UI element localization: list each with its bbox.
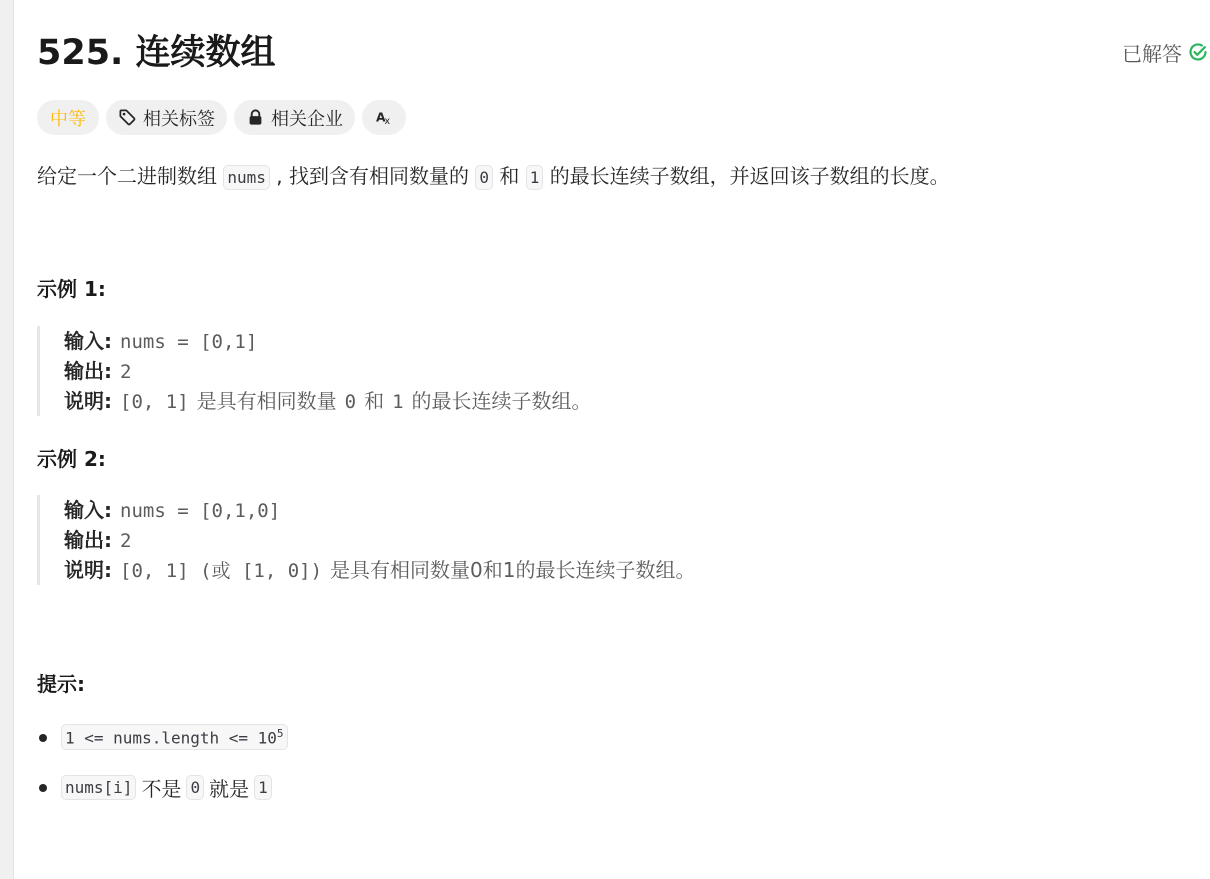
example-explanation-line: 说明: [0, 1] (或 [1, 0]) 是具有相同数量0和1的最长连续子数组。 xyxy=(64,558,696,582)
inline-code: 1 xyxy=(526,165,544,190)
left-panel-edge xyxy=(0,0,14,879)
example-2-block xyxy=(37,495,764,585)
translate-icon xyxy=(375,108,394,127)
inline-code: 1 xyxy=(254,775,272,800)
constraints-list xyxy=(37,720,288,820)
inline-code: 0 xyxy=(475,165,493,190)
related-tags-label: 相关标签 xyxy=(143,108,215,130)
example-input-line: 输入: nums = [0,1] xyxy=(64,329,258,353)
inline-code: 1 <= nums.length <= $10^5$ xyxy=(61,724,288,750)
inline-code: 0 xyxy=(186,775,204,800)
constraint-item: nums[i] 不是 0 就是 1 xyxy=(37,770,288,804)
lock-icon xyxy=(246,108,265,127)
example-1-block xyxy=(37,326,764,416)
related-companies-label: 相关企业 xyxy=(271,108,343,130)
translate-button[interactable] xyxy=(362,100,406,135)
solved-status-label: 已解答 xyxy=(1122,41,1182,66)
related-companies-button[interactable] xyxy=(234,100,355,135)
problem-description: 给定一个二进制数组 nums , 找到含有相同数量的 0 和 1 的最长连续子数组，并返回该子数组的长度。 xyxy=(37,164,950,188)
constraints-heading: 提示: xyxy=(37,672,85,696)
check-circle-icon xyxy=(1188,42,1208,62)
example-2-heading: 示例 2: xyxy=(37,447,106,471)
inline-code: nums[i] xyxy=(61,775,136,800)
example-explanation-line: 说明: [0, 1] 是具有相同数量 0 和 1 的最长连续子数组。 xyxy=(64,389,592,413)
svg-text:x: x xyxy=(384,116,390,127)
example-input-line: 输入: nums = [0,1,0] xyxy=(64,498,281,522)
inline-code: nums xyxy=(223,165,270,190)
problem-title: 525. 连续数组 xyxy=(37,33,276,73)
problem-tags-bar xyxy=(37,100,406,135)
difficulty-badge xyxy=(37,100,99,135)
difficulty-label: 中等 xyxy=(50,108,86,130)
tag-icon xyxy=(118,108,137,127)
svg-text:A: A xyxy=(375,110,386,125)
example-output-line: 输出: 2 xyxy=(64,528,132,552)
solved-status xyxy=(1122,38,1208,66)
example-1-heading: 示例 1: xyxy=(37,277,106,301)
constraint-item xyxy=(37,720,288,754)
example-output-line: 输出: 2 xyxy=(64,359,132,383)
related-tags-button[interactable] xyxy=(106,100,227,135)
